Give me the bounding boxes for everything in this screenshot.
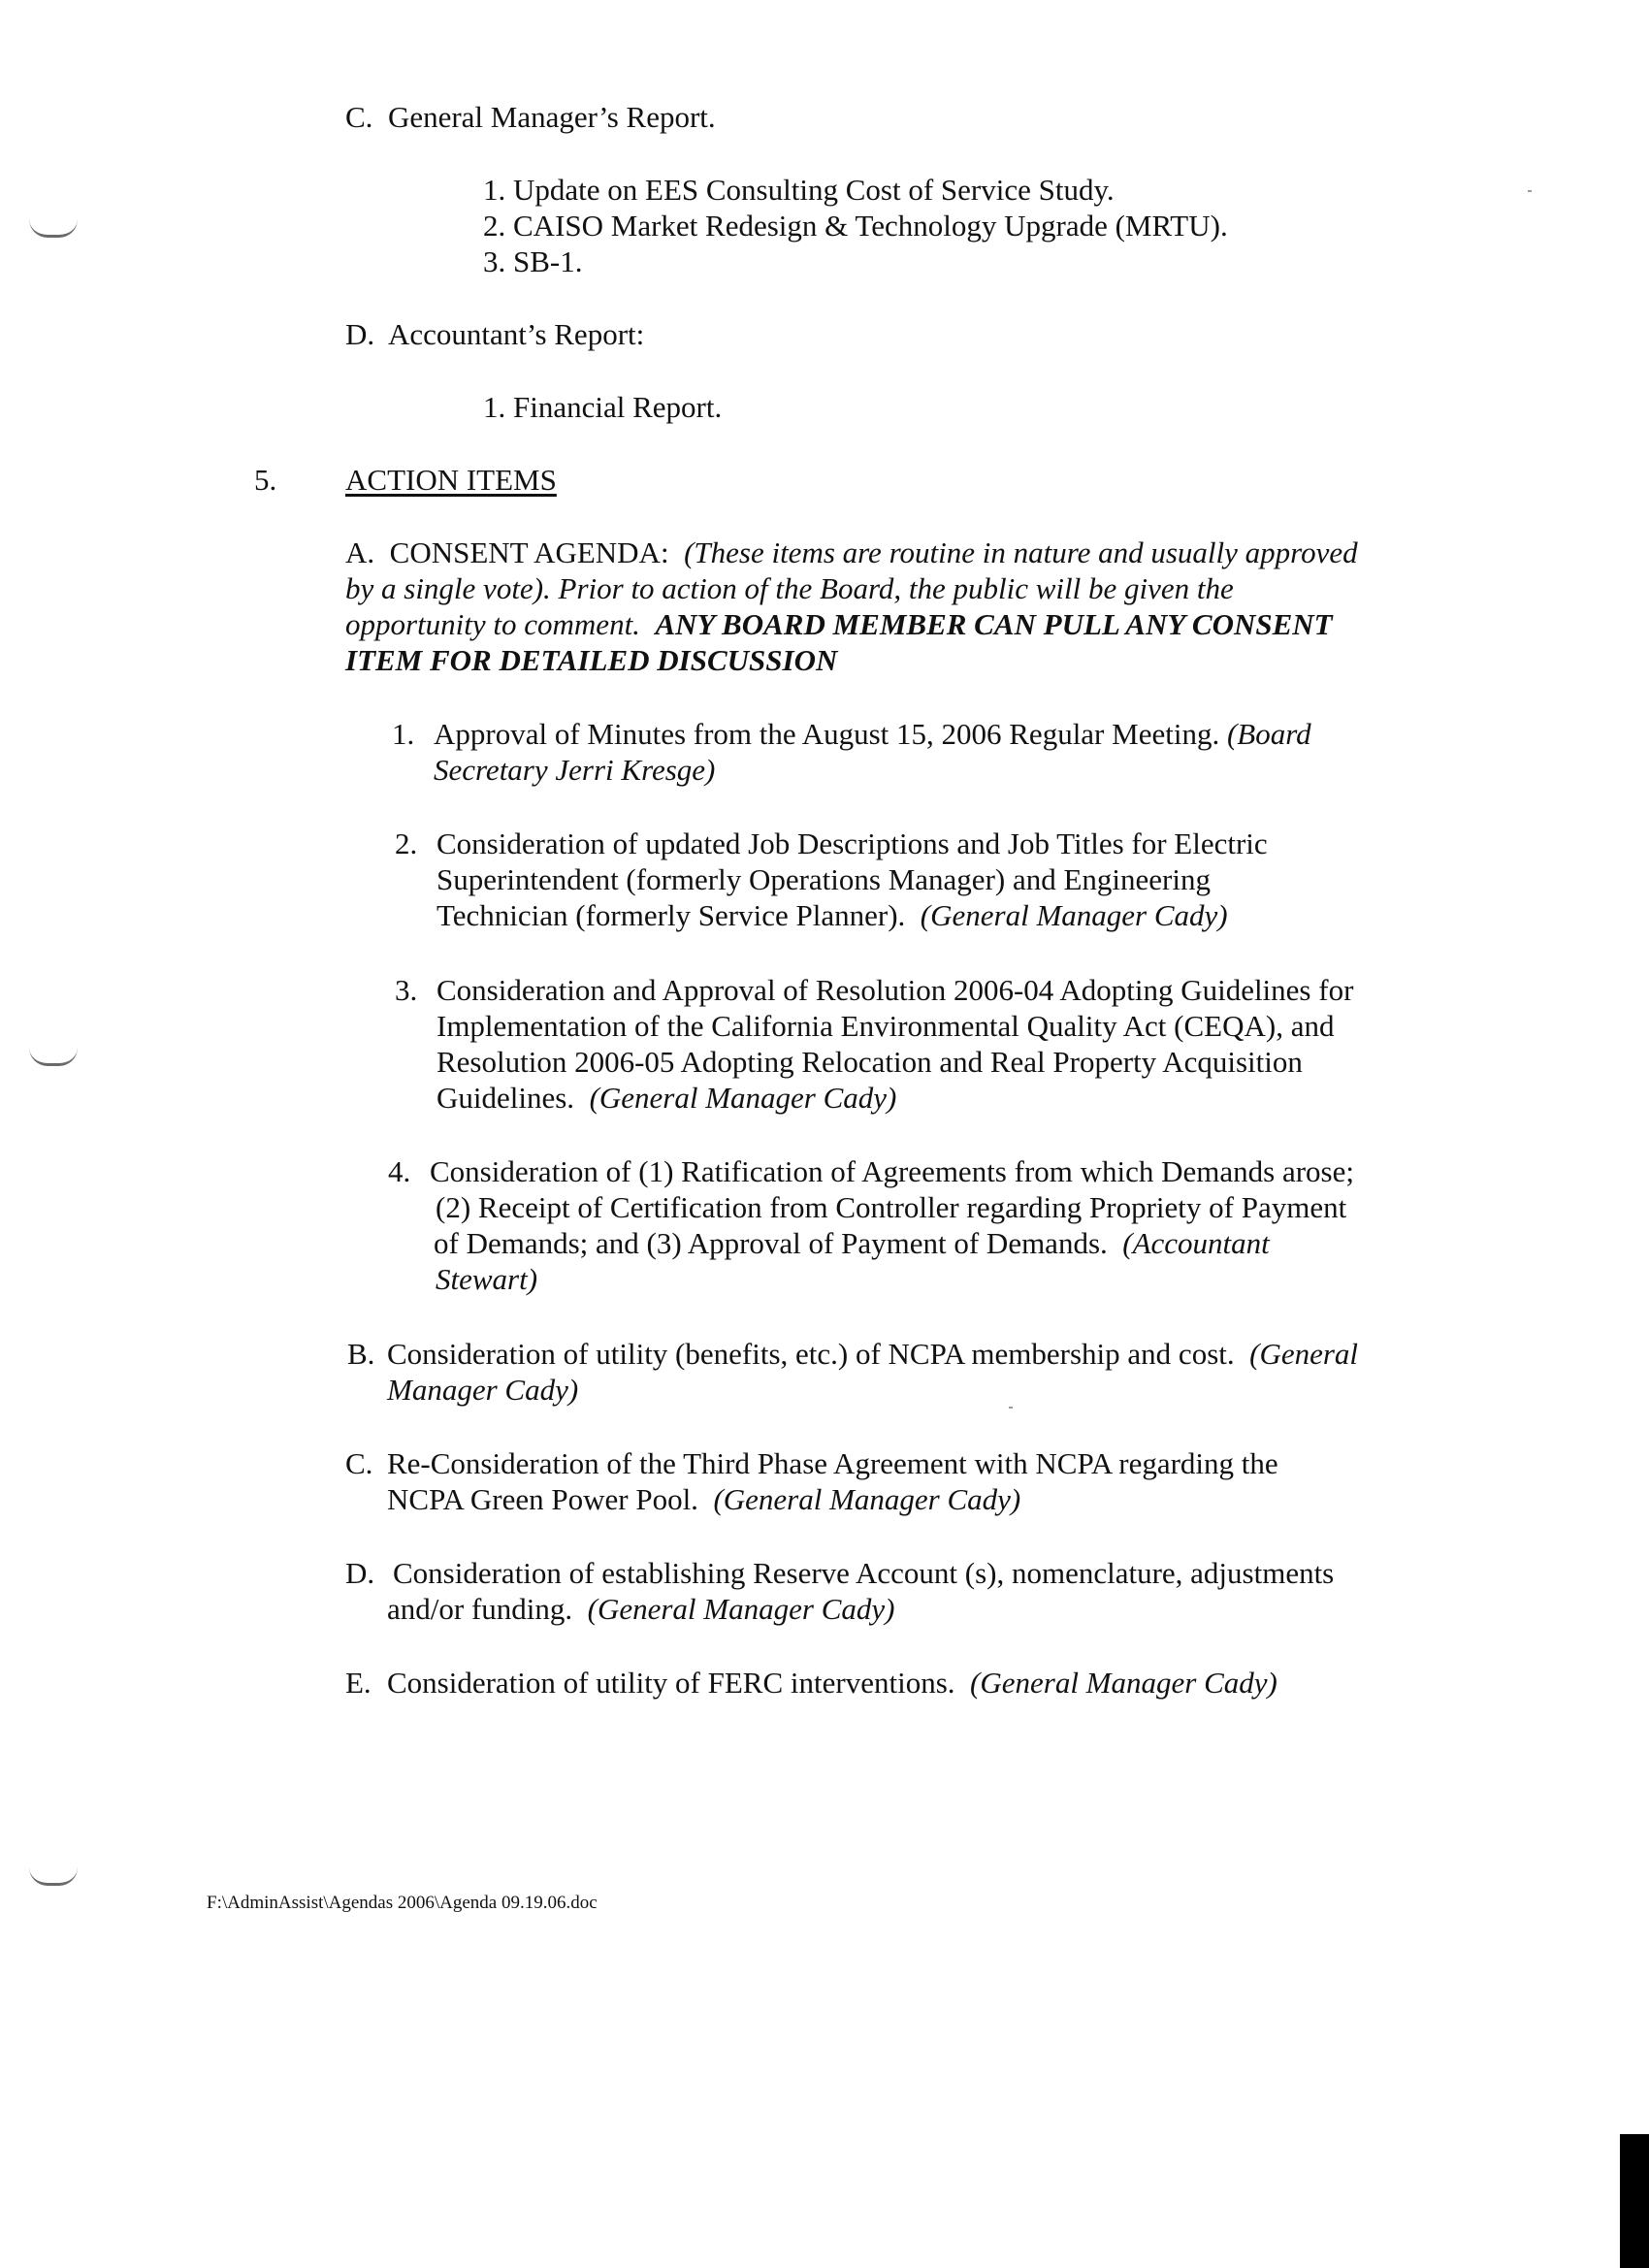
consent-item-line: Consideration of (1) Ratification of Agreements from which Demands arose; [430,1154,1354,1188]
section-c-item [483,243,583,280]
consent-item-line [436,897,1228,934]
consent-item-line: (2) Receipt of Certification from Controller regarding Propriety of Payment [436,1190,1347,1224]
action-item-line [387,1665,1277,1701]
consent-item-line [434,1225,1270,1262]
action-item-text: and/or funding. [387,1592,573,1626]
consent-item-presenter: Secretary Jerri Kresge) [434,753,716,787]
consent-item-number: 2. [395,826,418,860]
section-c-title: General Manager’s Report. [387,100,716,134]
consent-note-line [345,606,1333,643]
action-item-text: Consideration of utility of FERC interventions. [387,1666,955,1700]
footer-file-path: F:\AdminAssist\Agendas 2006\Agenda 09.19.06.doc [207,1893,598,1913]
consent-item-presenter: (Accountant [1122,1226,1270,1260]
binder-hole-mark-bottom [29,1867,78,1886]
consent-item-text: Approval of Minutes from the August 15, 2006 Regular Meeting. [434,717,1220,751]
section-d-heading [345,316,644,353]
consent-item-number: 4. [388,1154,411,1188]
binder-hole-mark-middle [29,1048,78,1066]
section-d-item [483,389,722,426]
action-item-presenter: (General Manager Cady) [970,1666,1277,1700]
consent-item-text: of Demands; and (3) Approval of Payment of Demands. [434,1226,1108,1260]
action-item-line: Consideration of establishing Reserve Account (s), nomenclature, adjustments [393,1556,1335,1590]
consent-item-presenter: (General Manager Cady) [920,898,1228,932]
consent-note: (These items are routine in nature and usually approved [684,535,1358,569]
scan-speck [1009,1407,1013,1409]
section-c-label: C. [345,100,373,134]
consent-note-line: by a single vote). Prior to action of the Board, the public will be given the [345,571,1234,605]
consent-label: A. [345,535,375,569]
section-c-item [483,172,1115,209]
action-item-line [387,1591,894,1628]
action-items-heading: ACTION ITEMS [345,463,557,497]
consent-title: CONSENT AGENDA: [389,535,669,569]
action-items-number: 5. [254,463,277,497]
consent-warning: ANY BOARD MEMBER CAN PULL ANY CONSENT [655,607,1333,641]
action-item-line [387,1336,1358,1373]
item-text: Update on EES Consulting Cost of Service Study. [513,173,1115,207]
consent-item-number: 1. [392,717,415,751]
section-c-item [483,208,1228,244]
consent-item-presenter: Stewart) [436,1262,538,1296]
item-text: Financial Report. [513,390,723,424]
action-item-text: NCPA Green Power Pool. [387,1482,698,1516]
action-item-line [387,1481,1020,1518]
item-number: 3. [483,244,506,278]
consent-item-line: Consideration of updated Job Descriptions and Job Titles for Electric [436,826,1268,860]
consent-item-line: Superintendent (formerly Operations Manager) and Engineering [436,862,1211,896]
consent-item-line: Resolution 2006-05 Adopting Relocation and Real Property Acquisition [436,1045,1303,1079]
consent-item-text: Technician (formerly Service Planner). [436,898,906,932]
action-item-text: Consideration of utility (benefits, etc.) of NCPA membership and cost. [387,1337,1235,1371]
action-item-presenter: (General Manager Cady) [713,1482,1021,1516]
consent-item-presenter: (General Manager Cady) [589,1081,897,1115]
action-item-label: D. [345,1556,375,1590]
action-item-presenter: (General [1249,1337,1359,1371]
section-c-heading [345,99,716,136]
action-item-label: B. [347,1337,375,1371]
scan-speck [1528,190,1532,192]
consent-item-line [434,716,1311,753]
item-text: SB-1. [513,244,583,278]
action-item-presenter: Manager Cady) [387,1373,579,1407]
scan-edge-bar [1620,2134,1649,2268]
consent-item-line: Implementation of the California Environmental Quality Act (CEQA), and [436,1009,1335,1043]
consent-warning: ITEM FOR DETAILED DISCUSSION [345,643,838,677]
binder-hole-mark-top [29,219,78,238]
consent-agenda-line [345,535,1358,571]
action-item-label: C. [345,1446,373,1480]
consent-item-line: Consideration and Approval of Resolution 2006-04 Adopting Guidelines for [436,973,1354,1007]
item-text: CAISO Market Redesign & Technology Upgrade (MRTU). [513,209,1228,243]
action-item-presenter: (General Manager Cady) [587,1592,895,1626]
action-item-label: E. [345,1666,372,1700]
consent-note: opportunity to comment. [345,607,640,641]
item-number: 1. [483,390,506,424]
consent-item-presenter: (Board [1226,717,1311,751]
consent-item-line [436,1080,896,1117]
action-item-line: Re-Consideration of the Third Phase Agreement with NCPA regarding the [387,1446,1278,1480]
consent-item-text: Guidelines. [436,1081,575,1115]
consent-item-number: 3. [395,973,418,1007]
section-d-label: D. [345,317,375,351]
item-number: 1. [483,173,506,207]
section-d-title: Accountant’s Report: [387,317,645,351]
item-number: 2. [483,209,506,243]
